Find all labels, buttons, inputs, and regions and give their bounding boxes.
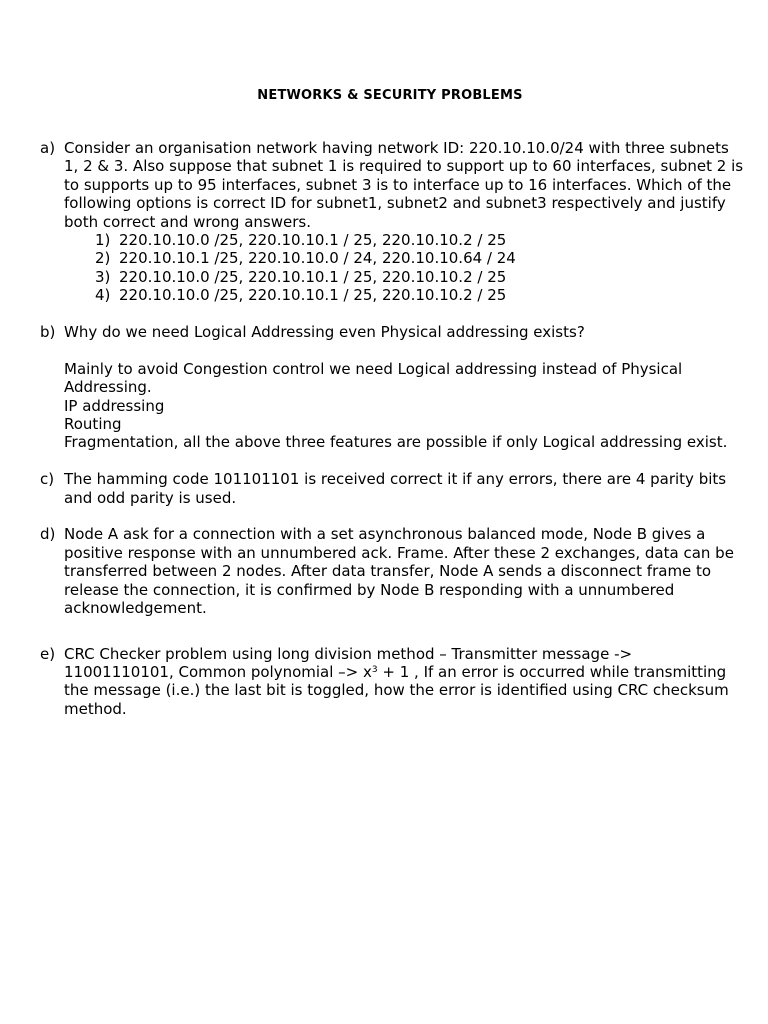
question-e xyxy=(40,645,745,719)
question-label: b) xyxy=(40,323,56,342)
option-text: 220.10.10.0 /25, 220.10.10.1 / 25, 220.10.10.2 / 25 xyxy=(119,286,507,305)
spacer xyxy=(40,305,745,323)
answer-line: Mainly to avoid Congestion control we need Logical addressing instead of Physical Addressing. xyxy=(64,359,683,397)
option-list xyxy=(64,231,745,305)
question-text: Consider an organisation network having network ID: 220.10.10.0/24 with three subnets 1, 2 & 3. Also suppose that subnet 1 is required to support up to 60 interfaces, subnet 2 is to supports up to 95 interfaces, subnet 3 is to interface up to 16 interfaces. Which of the following options is correct ID for subnet1, subnet2 and subnet3 respectively and justify both correct and wrong answers. xyxy=(64,139,744,231)
answer-line: IP addressing xyxy=(64,396,165,415)
option-number: 4) xyxy=(95,286,111,305)
option-number: 3) xyxy=(95,267,111,286)
document-title: NETWORKS & SECURITY PROBLEMS xyxy=(257,88,523,103)
question-a xyxy=(40,139,745,305)
option-text: 220.10.10.0 /25, 220.10.10.1 / 25, 220.10.10.2 / 25 xyxy=(119,267,507,286)
spacer xyxy=(40,618,745,645)
question-label: d) xyxy=(40,525,56,544)
question-text-after: + 1 , If an error is occurred while transmitting the message (i.e.) the last bit is toggled, how the error is identified using CRC checksum method. xyxy=(64,662,729,718)
option-text: 220.10.10.1 /25, 220.10.10.0 / 24, 220.10.10.64 / 24 xyxy=(119,249,516,268)
question-d xyxy=(40,525,745,617)
option-number: 2) xyxy=(95,249,111,268)
question-label: a) xyxy=(40,139,56,157)
option-number: 1) xyxy=(95,231,111,250)
question-label: e) xyxy=(40,644,56,663)
option-item xyxy=(95,249,745,267)
question-text xyxy=(64,645,745,719)
question-text: The hamming code 101101101 is received correct it if any errors, there are 4 parity bits and odd parity is used. xyxy=(64,470,727,507)
spacer xyxy=(40,452,745,470)
option-item xyxy=(95,268,745,286)
question-text: Node A ask for a connection with a set asynchronous balanced mode, Node B gives a positive response with an unnumbered ack. Frame. After these 2 exchanges, data can be transferred between 2 nodes. After data transfer, Node A sends a disconnect frame to release the connection, it is confirmed by Node B responding with a unnumbered acknowledgement. xyxy=(64,525,734,618)
exponent: 3 xyxy=(371,664,378,675)
option-item xyxy=(95,231,745,249)
answer-line: Routing xyxy=(64,415,122,434)
question-list xyxy=(40,139,745,718)
question-c xyxy=(40,470,745,507)
option-item xyxy=(95,286,745,304)
question-b xyxy=(40,323,745,452)
question-text-before: CRC Checker problem using long division method – Transmitter message -> 11001110101, Common polynomial –> x xyxy=(64,644,633,681)
option-text: 220.10.10.0 /25, 220.10.10.1 / 25, 220.10.10.2 / 25 xyxy=(119,231,507,250)
question-text: Why do we need Logical Addressing even Physical addressing exists? xyxy=(64,323,585,342)
question-label: c) xyxy=(40,470,55,489)
spacer xyxy=(64,341,745,359)
answer-line: Fragmentation, all the above three features are possible if only Logical addressing exist. xyxy=(64,433,728,452)
spacer xyxy=(40,507,745,525)
